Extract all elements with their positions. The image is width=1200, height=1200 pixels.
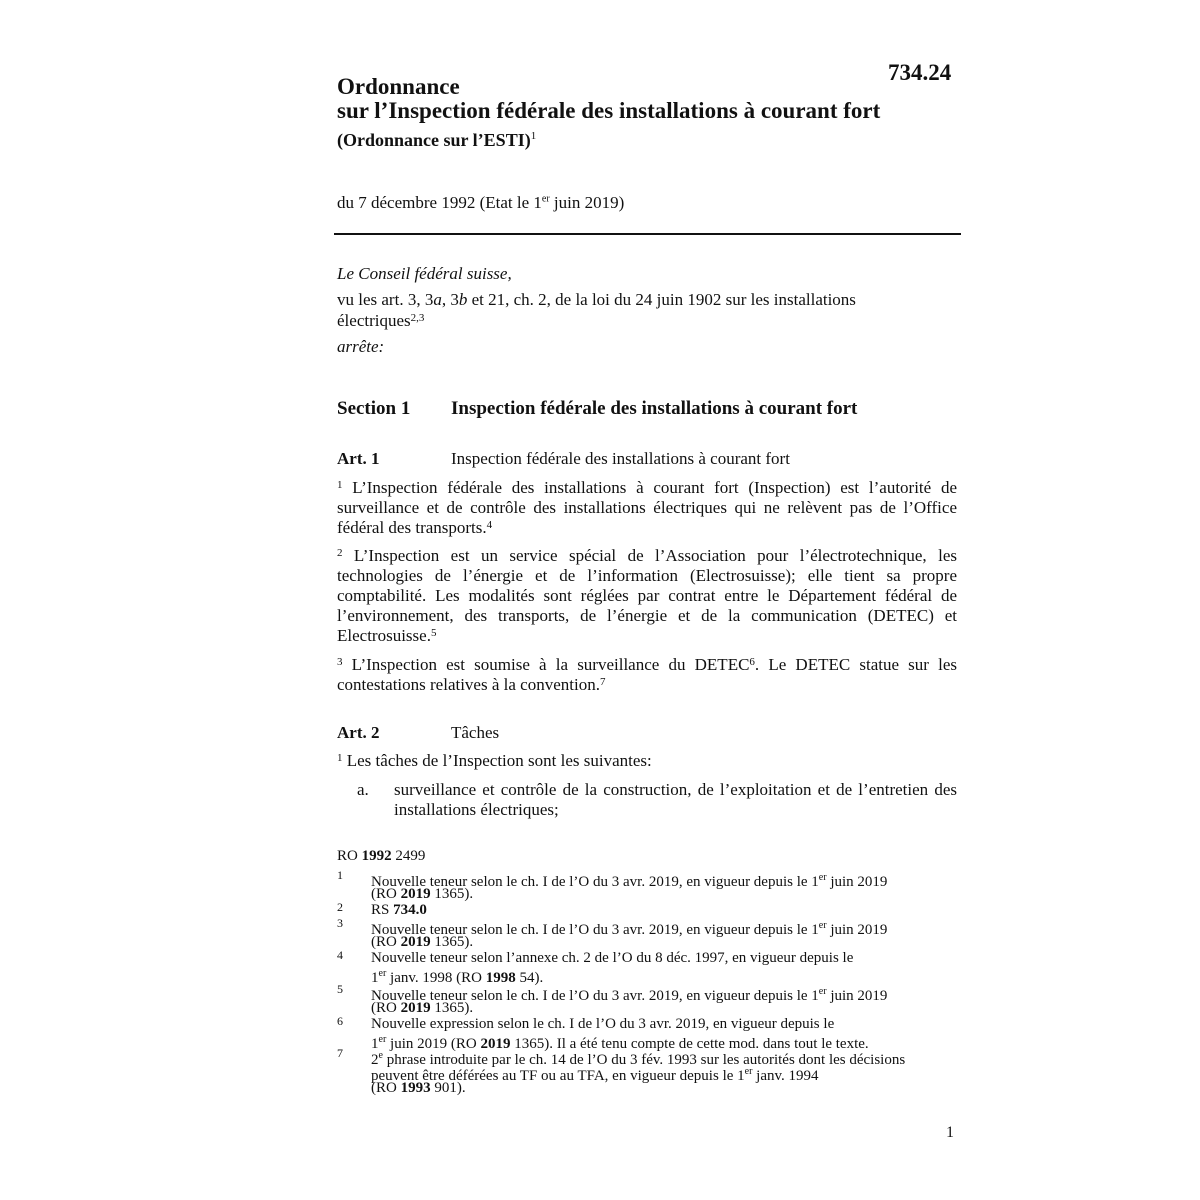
fn-text: janv. 1998 (RO [386,970,486,986]
para-number: 2 [337,547,343,559]
footnote-number: 5 [337,982,343,996]
subtitle-text: (Ordonnance sur l’ESTI) [337,130,531,150]
footnote-ref[interactable]: 5 [430,627,437,639]
fn-text: Nouvelle teneur selon le ch. I de l’O du 3 avr. 2019, en vigueur depuis le 1 [371,988,819,1004]
fn-sup: er [818,920,827,931]
fn-text: Nouvelle teneur selon le ch. I de l’O du 3 avr. 2019, en vigueur depuis le 1 [371,922,819,938]
preamble-arrete: arrête: [337,337,385,356]
art1-title: Inspection fédérale des installations à courant fort [451,449,790,468]
footnote-7-line-3 [371,1080,466,1096]
ro-page: 2499 [391,848,426,864]
fn-text: 2 [371,1052,379,1068]
fn-text: (RO [371,886,401,902]
fn-text: 1365). [430,1000,474,1016]
footnote-number: 3 [337,916,343,930]
fn-sup: er [378,1034,387,1045]
fn-year: 2019 [400,886,431,902]
item-a-text: surveillance et contrôle de la construction, de l’exploitation et de l’entretien des installations électriques; [394,780,957,819]
preamble-council: Le Conseil fédéral suisse, [337,264,512,283]
fn-rs-number: 734.0 [393,902,427,918]
fn-text: RS [371,902,394,918]
ro-prefix: RO [337,848,362,864]
footnote-2 [371,902,427,918]
vu-text: vu les art. 3, 3 [337,290,434,309]
fn-text: (RO [371,1000,401,1016]
fn-text: (RO [371,934,401,950]
footnote-number: 1 [337,868,343,882]
footnote-6-line-1: Nouvelle expression selon le ch. I de l’O du 3 avr. 2019, en vigueur depuis le [371,1016,835,1032]
para-text: Les tâches de l’Inspection sont les suivantes: [342,751,652,770]
item-a-letter: a. [357,780,369,799]
page-number: 1 [946,1124,954,1141]
fn-year: 2019 [480,1036,511,1052]
fn-text: phrase introduite par le ch. 14 de l’O du 3 fév. 1993 sur les autorités dont les décisions [382,1052,906,1068]
para-text: . Le DETEC statue sur les contestations relatives à la convention. [337,655,957,694]
preamble-vu-line2 [337,311,424,331]
footnote-ref[interactable]: 2,3 [410,312,425,324]
fn-text: 1 [371,1036,379,1052]
art2-label: Art. 2 [337,723,380,742]
vu-text-3: et 21, ch. 2, de la loi du 24 juin 1902 sur les installations [467,290,856,309]
fn-year: 2019 [400,1000,431,1016]
footnote-number: 7 [337,1046,343,1060]
footnote-number: 6 [337,1014,343,1028]
preamble-vu [337,290,856,310]
fn-text: juin 2019 [826,874,888,890]
ro-year: 1992 [361,848,392,864]
fn-text: 901). [430,1080,466,1096]
footnote-1-line-2 [371,886,473,902]
header-divider [334,233,961,235]
vu-a: a [433,290,442,309]
fn-year: 1998 [485,970,516,986]
section-title: Inspection fédérale des installations à courant fort [451,398,858,419]
fn-text: (RO [371,1080,401,1096]
footnote-3-line-2 [371,934,473,950]
title-line-2: sur l’Inspection fédérale des installations à courant fort [337,98,881,123]
fn-text: 54). [515,970,544,986]
date-line [337,193,624,213]
date-text: du 7 décembre 1992 (Etat le 1 [337,193,542,212]
footnote-number: 4 [337,948,343,962]
date-sup: er [541,193,550,205]
art1-para-3 [337,655,957,695]
section-label: Section 1 [337,398,411,419]
para-text: L’Inspection est soumise à la surveillance du DETEC [342,655,750,674]
para-number: 3 [337,656,343,668]
footnote-ref[interactable]: 6 [749,656,755,668]
fn-text: 1365). [430,886,474,902]
para-number: 1 [337,752,343,764]
title-line-1: Ordonnance [337,74,460,99]
art2-title: Tâches [451,723,500,742]
fn-text: juin 2019 [826,922,888,938]
fn-sup: er [744,1066,753,1077]
subtitle [337,130,536,151]
fn-year: 1993 [400,1080,431,1096]
date-text-end: juin 2019) [549,193,625,212]
footnote-number: 2 [337,900,343,914]
art1-label: Art. 1 [337,449,380,468]
footnote-ref[interactable]: 7 [599,676,606,688]
vu-b: b [458,290,468,309]
art2-para-1 [337,751,957,771]
vu-line2-text: électriques [337,311,411,330]
fn-text: janv. 1994 [752,1068,819,1084]
para-text: L’Inspection est un service spécial de l’Association pour l’électrotechnique, les technologies de l’énergie et de l’information (Electrosuisse); elle tient sa propre comptabilité. Les modalités sont réglées par contrat entre le Département fédéral de l’environnement, des transports, de l’énergie et de la communication (DETEC) et Electrosuisse. [337,546,957,645]
fn-text: 1365). Il a été tenu compte de cette mod. dans tout le texte. [510,1036,869,1052]
ro-reference [337,848,425,865]
footnote-5-line-2 [371,1000,473,1016]
art1-para-1 [337,478,957,538]
vu-text-2: , 3 [441,290,459,309]
footnote-4-line-2 [371,966,543,986]
fn-year: 2019 [400,934,431,950]
fn-sup: er [378,968,387,979]
art1-para-2 [337,546,957,646]
footnote-4-line-1: Nouvelle teneur selon l’annexe ch. 2 de l’O du 8 déc. 1997, en vigueur depuis le [371,950,854,966]
fn-text: 1 [371,970,379,986]
para-number: 1 [337,479,343,491]
fn-text: juin 2019 (RO [386,1036,481,1052]
fn-text: 1365). [430,934,474,950]
footnote-ref[interactable]: 4 [486,519,493,531]
fn-text: peuvent être déférées au TF ou au TFA, en vigueur depuis le 1 [371,1068,745,1084]
fn-sup: e [378,1050,383,1061]
fn-sup: er [818,986,827,997]
footnote-ref[interactable]: 1 [530,130,537,142]
para-text: L’Inspection fédérale des installations à courant fort (Inspection) est l’autorité de surveillance et de contrôle des installations électriques qui ne relèvent pas de l’Office fédéral des transports. [337,478,957,537]
sr-number: 734.24 [888,60,952,85]
fn-text: juin 2019 [826,988,888,1004]
fn-sup: er [818,872,827,883]
fn-text: Nouvelle teneur selon le ch. I de l’O du 3 avr. 2019, en vigueur depuis le 1 [371,874,819,890]
